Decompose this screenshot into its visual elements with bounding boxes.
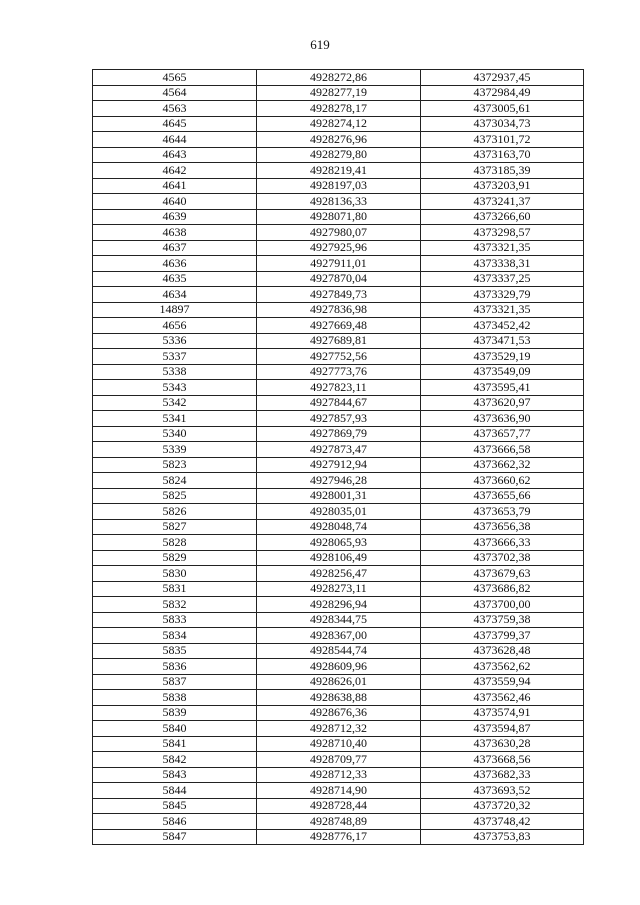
table-row (93, 550, 584, 566)
x-coordinate-cell: 4928256,47 (257, 566, 421, 582)
table-row (93, 457, 584, 473)
point-number-cell: 5843 (93, 767, 257, 783)
x-coordinate-cell: 4928272,86 (257, 70, 421, 86)
coordinates-table (92, 69, 584, 845)
point-number-cell: 5825 (93, 488, 257, 504)
table-row (93, 690, 584, 706)
x-coordinate-cell: 4928197,03 (257, 178, 421, 194)
point-number-cell: 5342 (93, 395, 257, 411)
y-coordinate-cell: 4373471,53 (421, 333, 584, 349)
y-coordinate-cell: 4373753,83 (421, 829, 584, 845)
y-coordinate-cell: 4373660,62 (421, 473, 584, 489)
point-number-cell: 4640 (93, 194, 257, 210)
y-coordinate-cell: 4373666,33 (421, 535, 584, 551)
table-row (93, 333, 584, 349)
y-coordinate-cell: 4373529,19 (421, 349, 584, 365)
x-coordinate-cell: 4927836,98 (257, 302, 421, 318)
table-row (93, 628, 584, 644)
y-coordinate-cell: 4373549,09 (421, 364, 584, 380)
x-coordinate-cell: 4927980,07 (257, 225, 421, 241)
x-coordinate-cell: 4928367,00 (257, 628, 421, 644)
point-number-cell: 5829 (93, 550, 257, 566)
point-number-cell: 4634 (93, 287, 257, 303)
point-number-cell: 5846 (93, 814, 257, 830)
point-number-cell: 5830 (93, 566, 257, 582)
table-row (93, 163, 584, 179)
x-coordinate-cell: 4927873,47 (257, 442, 421, 458)
point-number-cell: 5840 (93, 721, 257, 737)
y-coordinate-cell: 4373748,42 (421, 814, 584, 830)
point-number-cell: 5828 (93, 535, 257, 551)
y-coordinate-cell: 4373653,79 (421, 504, 584, 520)
table-row (93, 473, 584, 489)
y-coordinate-cell: 4373163,70 (421, 147, 584, 163)
point-number-cell: 4645 (93, 116, 257, 132)
y-coordinate-cell: 4373720,32 (421, 798, 584, 814)
x-coordinate-cell: 4927844,67 (257, 395, 421, 411)
table-row (93, 380, 584, 396)
y-coordinate-cell: 4373620,97 (421, 395, 584, 411)
table-row (93, 85, 584, 101)
x-coordinate-cell: 4928065,93 (257, 535, 421, 551)
table-row (93, 767, 584, 783)
y-coordinate-cell: 4373662,32 (421, 457, 584, 473)
x-coordinate-cell: 4928273,11 (257, 581, 421, 597)
table-row (93, 271, 584, 287)
table-row (93, 566, 584, 582)
page-number: 619 (310, 37, 330, 52)
point-number-cell: 14897 (93, 302, 257, 318)
y-coordinate-cell: 4373337,25 (421, 271, 584, 287)
x-coordinate-cell: 4927849,73 (257, 287, 421, 303)
y-coordinate-cell: 4373329,79 (421, 287, 584, 303)
table-row (93, 225, 584, 241)
y-coordinate-cell: 4372984,49 (421, 85, 584, 101)
table-row (93, 736, 584, 752)
y-coordinate-cell: 4373657,77 (421, 426, 584, 442)
x-coordinate-cell: 4927870,04 (257, 271, 421, 287)
table-row (93, 194, 584, 210)
x-coordinate-cell: 4928714,90 (257, 783, 421, 799)
table-row (93, 659, 584, 675)
table-row (93, 752, 584, 768)
y-coordinate-cell: 4373574,91 (421, 705, 584, 721)
x-coordinate-cell: 4928626,01 (257, 674, 421, 690)
x-coordinate-cell: 4928296,94 (257, 597, 421, 613)
table-row (93, 643, 584, 659)
table-row (93, 116, 584, 132)
y-coordinate-cell: 4373559,94 (421, 674, 584, 690)
point-number-cell: 4636 (93, 256, 257, 272)
point-number-cell: 4656 (93, 318, 257, 334)
y-coordinate-cell: 4372937,45 (421, 70, 584, 86)
x-coordinate-cell: 4928219,41 (257, 163, 421, 179)
y-coordinate-cell: 4373656,38 (421, 519, 584, 535)
y-coordinate-cell: 4373700,00 (421, 597, 584, 613)
y-coordinate-cell: 4373679,63 (421, 566, 584, 582)
point-number-cell: 5341 (93, 411, 257, 427)
x-coordinate-cell: 4927823,11 (257, 380, 421, 396)
x-coordinate-cell: 4928638,88 (257, 690, 421, 706)
y-coordinate-cell: 4373628,48 (421, 643, 584, 659)
point-number-cell: 5336 (93, 333, 257, 349)
x-coordinate-cell: 4927911,01 (257, 256, 421, 272)
y-coordinate-cell: 4373005,61 (421, 101, 584, 117)
y-coordinate-cell: 4373799,37 (421, 628, 584, 644)
x-coordinate-cell: 4927946,28 (257, 473, 421, 489)
y-coordinate-cell: 4373759,38 (421, 612, 584, 628)
y-coordinate-cell: 4373338,31 (421, 256, 584, 272)
x-coordinate-cell: 4927669,48 (257, 318, 421, 334)
point-number-cell: 5844 (93, 783, 257, 799)
table-row (93, 101, 584, 117)
y-coordinate-cell: 4373562,46 (421, 690, 584, 706)
table-row (93, 597, 584, 613)
point-number-cell: 5841 (93, 736, 257, 752)
x-coordinate-cell: 4928035,01 (257, 504, 421, 520)
y-coordinate-cell: 4373668,56 (421, 752, 584, 768)
x-coordinate-cell: 4927752,56 (257, 349, 421, 365)
point-number-cell: 4637 (93, 240, 257, 256)
table-row (93, 70, 584, 86)
x-coordinate-cell: 4928136,33 (257, 194, 421, 210)
x-coordinate-cell: 4928776,17 (257, 829, 421, 845)
point-number-cell: 5337 (93, 349, 257, 365)
x-coordinate-cell: 4928676,36 (257, 705, 421, 721)
point-number-cell: 5847 (93, 829, 257, 845)
point-number-cell: 5842 (93, 752, 257, 768)
y-coordinate-cell: 4373321,35 (421, 302, 584, 318)
table-row (93, 705, 584, 721)
table-row (93, 535, 584, 551)
table-row (93, 721, 584, 737)
table-row (93, 612, 584, 628)
y-coordinate-cell: 4373630,28 (421, 736, 584, 752)
point-number-cell: 5833 (93, 612, 257, 628)
y-coordinate-cell: 4373636,90 (421, 411, 584, 427)
point-number-cell: 4638 (93, 225, 257, 241)
point-number-cell: 5834 (93, 628, 257, 644)
x-coordinate-cell: 4928544,74 (257, 643, 421, 659)
x-coordinate-cell: 4927869,79 (257, 426, 421, 442)
point-number-cell: 5838 (93, 690, 257, 706)
x-coordinate-cell: 4928278,17 (257, 101, 421, 117)
x-coordinate-cell: 4927689,81 (257, 333, 421, 349)
table-row (93, 302, 584, 318)
table-row (93, 364, 584, 380)
table-row (93, 674, 584, 690)
table-row (93, 519, 584, 535)
point-number-cell: 4564 (93, 85, 257, 101)
table-row (93, 581, 584, 597)
point-number-cell: 5836 (93, 659, 257, 675)
y-coordinate-cell: 4373666,58 (421, 442, 584, 458)
x-coordinate-cell: 4928001,31 (257, 488, 421, 504)
table-row (93, 814, 584, 830)
x-coordinate-cell: 4928279,80 (257, 147, 421, 163)
table-row (93, 411, 584, 427)
point-number-cell: 4644 (93, 132, 257, 148)
y-coordinate-cell: 4373693,52 (421, 783, 584, 799)
x-coordinate-cell: 4928748,89 (257, 814, 421, 830)
table-row (93, 798, 584, 814)
x-coordinate-cell: 4928274,12 (257, 116, 421, 132)
point-number-cell: 5343 (93, 380, 257, 396)
table-row (93, 178, 584, 194)
y-coordinate-cell: 4373034,73 (421, 116, 584, 132)
point-number-cell: 4642 (93, 163, 257, 179)
point-number-cell: 5824 (93, 473, 257, 489)
point-number-cell: 5845 (93, 798, 257, 814)
x-coordinate-cell: 4928728,44 (257, 798, 421, 814)
table-row (93, 132, 584, 148)
y-coordinate-cell: 4373241,37 (421, 194, 584, 210)
point-number-cell: 5826 (93, 504, 257, 520)
table-row (93, 829, 584, 845)
point-number-cell: 5339 (93, 442, 257, 458)
x-coordinate-cell: 4928609,96 (257, 659, 421, 675)
table-row (93, 318, 584, 334)
y-coordinate-cell: 4373321,35 (421, 240, 584, 256)
table-row (93, 504, 584, 520)
y-coordinate-cell: 4373594,87 (421, 721, 584, 737)
point-number-cell: 4635 (93, 271, 257, 287)
point-number-cell: 4639 (93, 209, 257, 225)
point-number-cell: 4563 (93, 101, 257, 117)
point-number-cell: 5338 (93, 364, 257, 380)
x-coordinate-cell: 4928712,33 (257, 767, 421, 783)
x-coordinate-cell: 4927857,93 (257, 411, 421, 427)
x-coordinate-cell: 4928709,77 (257, 752, 421, 768)
x-coordinate-cell: 4928106,49 (257, 550, 421, 566)
y-coordinate-cell: 4373595,41 (421, 380, 584, 396)
table-row (93, 147, 584, 163)
y-coordinate-cell: 4373682,33 (421, 767, 584, 783)
table-row (93, 209, 584, 225)
table-row (93, 240, 584, 256)
x-coordinate-cell: 4928710,40 (257, 736, 421, 752)
table-row (93, 442, 584, 458)
point-number-cell: 5835 (93, 643, 257, 659)
table-row (93, 349, 584, 365)
table-row (93, 426, 584, 442)
point-number-cell: 5340 (93, 426, 257, 442)
y-coordinate-cell: 4373452,42 (421, 318, 584, 334)
point-number-cell: 4641 (93, 178, 257, 194)
y-coordinate-cell: 4373702,38 (421, 550, 584, 566)
x-coordinate-cell: 4928071,80 (257, 209, 421, 225)
y-coordinate-cell: 4373266,60 (421, 209, 584, 225)
point-number-cell: 5827 (93, 519, 257, 535)
point-number-cell: 4565 (93, 70, 257, 86)
y-coordinate-cell: 4373101,72 (421, 132, 584, 148)
x-coordinate-cell: 4928344,75 (257, 612, 421, 628)
point-number-cell: 5831 (93, 581, 257, 597)
y-coordinate-cell: 4373562,62 (421, 659, 584, 675)
point-number-cell: 5832 (93, 597, 257, 613)
y-coordinate-cell: 4373686,82 (421, 581, 584, 597)
table-row (93, 395, 584, 411)
x-coordinate-cell: 4927912,94 (257, 457, 421, 473)
table-row (93, 256, 584, 272)
x-coordinate-cell: 4928276,96 (257, 132, 421, 148)
coordinates-table-body (93, 70, 584, 845)
x-coordinate-cell: 4928048,74 (257, 519, 421, 535)
point-number-cell: 5823 (93, 457, 257, 473)
table-row (93, 783, 584, 799)
y-coordinate-cell: 4373298,57 (421, 225, 584, 241)
x-coordinate-cell: 4928277,19 (257, 85, 421, 101)
x-coordinate-cell: 4927773,76 (257, 364, 421, 380)
point-number-cell: 5839 (93, 705, 257, 721)
table-row (93, 287, 584, 303)
point-number-cell: 4643 (93, 147, 257, 163)
point-number-cell: 5837 (93, 674, 257, 690)
y-coordinate-cell: 4373185,39 (421, 163, 584, 179)
y-coordinate-cell: 4373203,91 (421, 178, 584, 194)
y-coordinate-cell: 4373655,66 (421, 488, 584, 504)
x-coordinate-cell: 4927925,96 (257, 240, 421, 256)
table-row (93, 488, 584, 504)
x-coordinate-cell: 4928712,32 (257, 721, 421, 737)
